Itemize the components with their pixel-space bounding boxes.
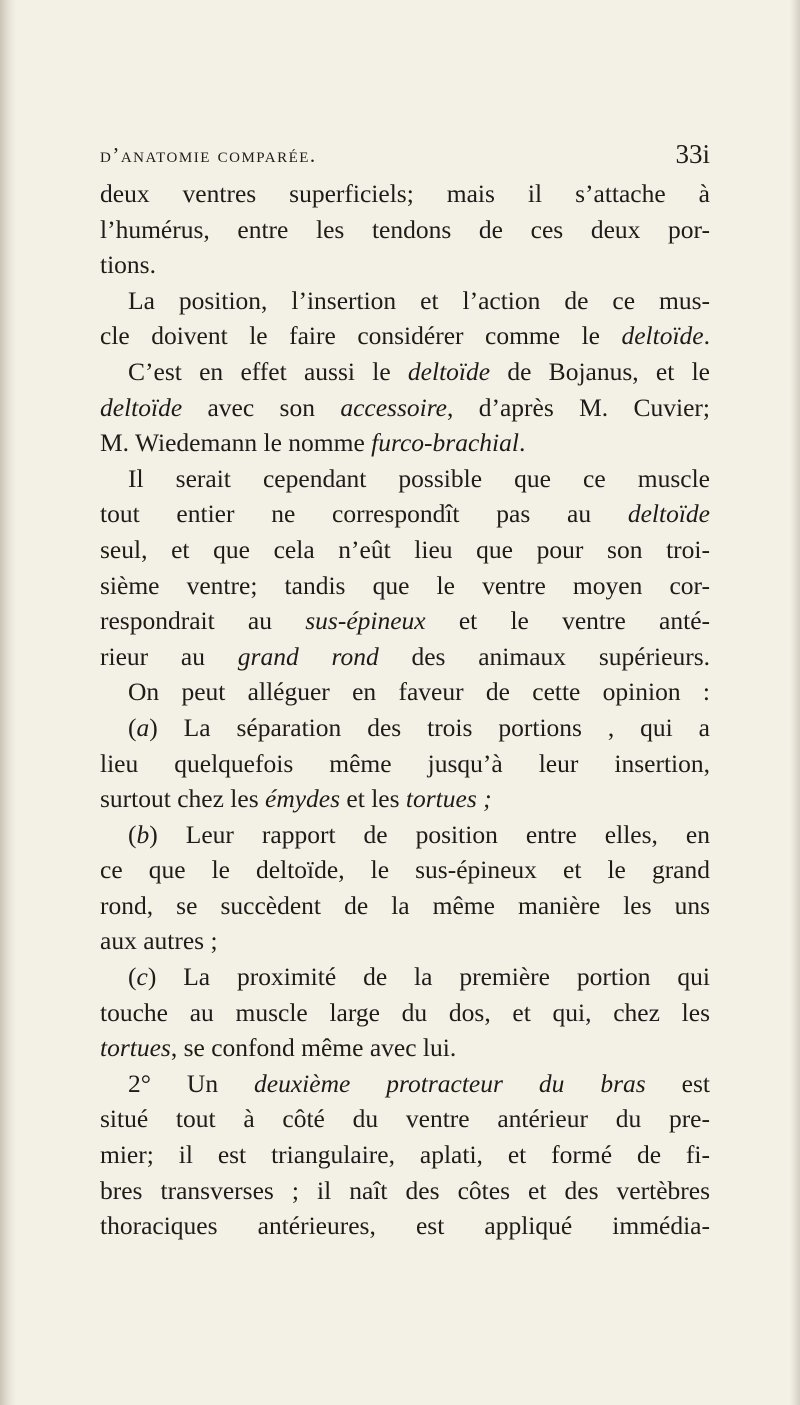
text-line: ce que le deltoïde, le sus-épineux et le grand xyxy=(100,855,710,885)
body-text xyxy=(100,176,710,1244)
running-head: d’anatomie comparée. xyxy=(100,143,317,167)
text-line: deltoïde avec son accessoire, d’après M. Cuvier; xyxy=(100,392,710,422)
text-line: tout entier ne correspondît pas au deltoïde xyxy=(100,499,710,529)
text-line: touche au muscle large du dos, et qui, chez les xyxy=(100,997,710,1027)
text-line: (a) La séparation des trois portions , qui a xyxy=(128,712,710,742)
text-line: 2° Un deuxième protracteur du bras est xyxy=(128,1068,710,1098)
text-line: aux autres ; xyxy=(100,926,218,956)
text-line: deux ventres superficiels; mais il s’attache à xyxy=(100,179,710,208)
text-line: surtout chez les émydes et les tortues ; xyxy=(100,784,492,814)
text-line: (c) La proximité de la première portion qui xyxy=(128,962,710,992)
text-line: rieur au grand rond des animaux supérieurs. xyxy=(100,641,710,671)
text-line: tortues, se confond même avec lui. xyxy=(100,1033,457,1063)
text-line: tions. xyxy=(100,250,156,280)
text-line: mier; il est triangulaire, aplati, et formé de fi- xyxy=(100,1140,710,1170)
text-line: C’est en effet aussi le deltoïde de Bojanus, et le xyxy=(128,356,710,386)
page-edge-left xyxy=(0,0,16,1405)
text-line: lieu quelquefois même jusqu’à leur insertion, xyxy=(100,748,710,778)
text-line: respondrait au sus-épineux et le ventre anté- xyxy=(100,606,711,636)
text-line: l’humérus, entre les tendons de ces deux por- xyxy=(100,214,710,244)
text-line: M. Wiedemann le nomme furco-brachial. xyxy=(100,428,526,458)
text-line: La position, l’insertion et l’action de ce mus- xyxy=(128,285,710,315)
text-line: Il serait cependant possible que ce muscle xyxy=(128,463,710,493)
text-line: rond, se succèdent de la même manière les uns xyxy=(100,890,710,920)
text-line: bres transverses ; il naît des côtes et des vertèbres xyxy=(100,1175,710,1205)
page-edge-right xyxy=(790,0,800,1405)
text-line: sième ventre; tandis que le ventre moyen cor- xyxy=(100,570,710,600)
text-line: situé tout à côté du ventre antérieur du pre- xyxy=(100,1104,710,1134)
text-line: seul, et que cela n’eût lieu que pour son troi- xyxy=(100,534,710,564)
text-line: thoraciques antérieures, est appliqué immédia- xyxy=(100,1211,710,1241)
text-line: On peut alléguer en faveur de cette opinion : xyxy=(128,677,710,707)
text-line: cle doivent le faire considérer comme le deltoïde. xyxy=(100,321,710,351)
page-number: 33i xyxy=(675,139,710,169)
page-header xyxy=(100,139,710,179)
text-line: (b) Leur rapport de position entre elles, en xyxy=(128,819,710,849)
